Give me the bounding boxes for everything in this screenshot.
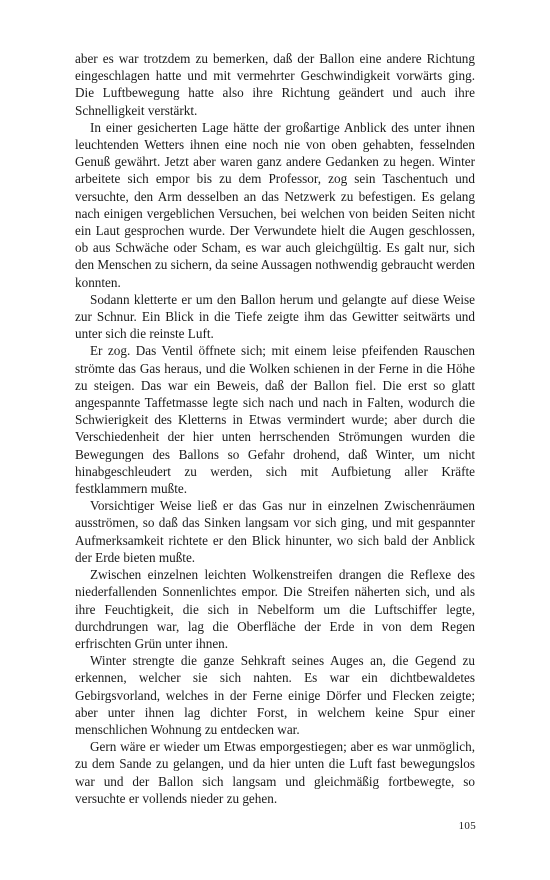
paragraph: aber es war trotzdem zu bemerken, daß der Ballon eine andere Richtung eingeschlagen hatte und mit vermehrter Geschwindigkeit vorwärts ging. Die Luftbewegung hatte also ihre Richtung geändert und auch ihre Schnelligkeit verstärkt. [75, 51, 475, 118]
paragraph: Sodann kletterte er um den Ballon herum und gelangte auf diese Weise zur Schnur. Ein Blick in die Tiefe zeigte ihm das Gewitter seitwärts und unter sich die reinste Luft. [75, 291, 475, 342]
paragraph: Winter strengte die ganze Sehkraft seines Auges an, die Gegend zu erkennen, welcher sie sich nahten. Es war ein dichtbewaldetes Gebirgsvorland, welches in der Ferne einige Dörfer und Flecken zeigte; aber unter ihnen lag dichter Forst, in welchem keine Spur einer menschlichen Wohnung zu entdecken war. [75, 653, 475, 737]
paragraph: Vorsichtiger Weise ließ er das Gas nur in einzelnen Zwischenräumen ausströmen, so daß das Sinken langsam vor sich ging, und mit gespannter Aufmerksamkeit richtete er den Blick hinunter, wo sich bald der Anblick der Erde bieten mußte. [75, 498, 475, 565]
paragraph: Er zog. Das Ventil öffnete sich; mit einem leise pfeifenden Rauschen strömte das Gas heraus, und die Wolken schienen in der Ferne in die Höhe zu steigen. Das war ein Beweis, daß der Ballon fiel. Die erst so glatt angespannte Taffetmasse legte sich nach und nach in Falten, wodurch die Schwierigkeit des Kletterns in Etwas vermindert wurde; aber durch die Verschiedenheit der hier unten herrschenden Strömungen wurden die Bewegungen des Ballons so Gefahr drohend, daß Winter, um nicht hinabgeschleudert zu werden, sich mit Aufbietung aller Kräfte festklammern mußte. [75, 343, 475, 497]
paragraph: Zwischen einzelnen leichten Wolkenstreifen drangen die Reflexe des niederfallenden Sonnenlichtes empor. Die Streifen näherten sich, und als ihre Feuchtigkeit, die sich in Nebelform um die Luftschiffer legte, durchdrungen war, lag die Oberfläche der Erde in von dem Regen erfrischten Grün unter ihnen. [75, 567, 475, 651]
page-number: 105 [458, 820, 476, 832]
body-text [75, 50, 475, 807]
paragraph: In einer gesicherten Lage hätte der großartige Anblick des unter ihnen leuchtenden Wetters ihnen eine noch nie von oben gehabten, fesselnden Genuß gewährt. Jetzt aber waren ganz andere Gedanken zu hegen. Winter arbeitete sich empor bis zu dem Professor, zog sein Taschentuch und versuchte, den Arm desselben an das Netzwerk zu befestigen. Es gelang nach einigen vergeblichen Versuchen, bei welchen von beiden Seiten nicht ein Laut gesprochen wurde. Der Verwundete hielt die Augen geschlossen, ob aus Schwäche oder Scham, es war auch gleichgültig. Es galt nur, sich den Menschen zu sichern, da seine Aussagen nothwendig gebraucht werden konnten. [75, 119, 475, 290]
paragraph: Gern wäre er wieder um Etwas emporgestiegen; aber es war unmöglich, zu dem Sande zu gelangen, und da hier unten die Luft fast bewegungslos war und der Ballon sich langsam und gleichmäßig fortbewegte, so versuchte er vollends nieder zu gehen. [75, 739, 475, 806]
